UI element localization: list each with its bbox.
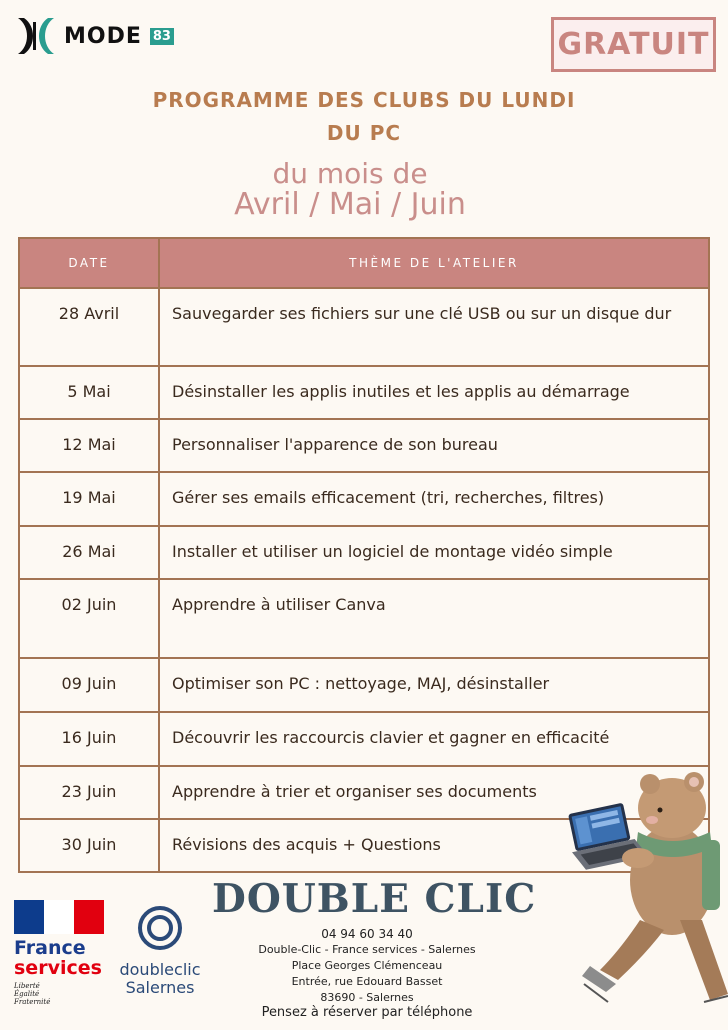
table-row <box>19 366 709 419</box>
row-theme: Gérer ses emails efficacement (tri, recherches, filtres) <box>159 472 709 526</box>
fs-text-line2: services <box>14 957 102 979</box>
fs-motto-line1: Liberté <box>14 982 40 990</box>
table-row <box>19 288 709 366</box>
dc-text-line2: Salernes <box>125 978 195 997</box>
row-date: 19 Mai <box>19 472 159 526</box>
row-theme: Découvrir les raccourcis clavier et gagner en efficacité <box>159 712 709 766</box>
fs-motto-line2: Égalité <box>14 990 40 998</box>
double-clic-brand: DOUBLE CLIC <box>212 876 537 922</box>
subtitle-line2: Avril / Mai / Juin <box>234 187 466 222</box>
col-header-date: DATE <box>19 238 159 288</box>
col-header-theme: THÈME DE L'ATELIER <box>159 238 709 288</box>
fs-motto-line3: Fraternité <box>14 998 51 1006</box>
row-date: 09 Juin <box>19 658 159 712</box>
row-theme: Personnaliser l'apparence de son bureau <box>159 419 709 472</box>
gratuit-text: GRATUIT <box>557 27 710 62</box>
row-date: 02 Juin <box>19 579 159 658</box>
row-theme: Révisions des acquis + Questions <box>159 819 709 872</box>
gratuit-badge <box>551 17 716 72</box>
row-theme: Optimiser son PC : nettoyage, MAJ, désinstaller <box>159 658 709 712</box>
table-row <box>19 579 709 658</box>
mode-logo-icon <box>14 16 58 56</box>
row-theme: Apprendre à utiliser Canva <box>159 579 709 658</box>
marianne-flag-icon <box>14 900 104 934</box>
france-services-logo <box>14 900 110 1006</box>
row-theme: Apprendre à trier et organiser ses documents <box>159 766 709 819</box>
address-line4: 83690 - Salernes <box>320 991 414 1004</box>
row-date: 28 Avril <box>19 288 159 366</box>
reserve-note: Pensez à réserver par téléphone <box>261 1005 473 1020</box>
address-line1: Double-Clic - France services - Salernes <box>258 943 476 956</box>
contact-block <box>233 926 501 1006</box>
logo-wordmark: MODE <box>64 23 142 49</box>
table-header-row <box>19 238 709 288</box>
row-date: 12 Mai <box>19 419 159 472</box>
fs-motto <box>14 982 110 1006</box>
address-line2: Place Georges Clémenceau <box>291 959 443 972</box>
mode83-logo <box>14 16 174 56</box>
table-row <box>19 472 709 526</box>
table-row <box>19 712 709 766</box>
phone-number: 04 94 60 34 40 <box>321 927 413 941</box>
subtitle-line1: du mois de <box>272 157 428 190</box>
row-date: 30 Juin <box>19 819 159 872</box>
row-theme: Désinstaller les applis inutiles et les applis au démarrage <box>159 366 709 419</box>
fs-text-line1: France <box>14 937 86 959</box>
table-row <box>19 658 709 712</box>
doubleclic-circle-icon <box>137 905 183 951</box>
row-date: 26 Mai <box>19 526 159 579</box>
row-theme: Installer et utiliser un logiciel de montage vidéo simple <box>159 526 709 579</box>
table-row <box>19 526 709 579</box>
bear-laptop-illustration <box>560 770 728 1030</box>
page-title-line1: PROGRAMME DES CLUBS DU LUNDI <box>152 88 576 112</box>
row-theme: Sauvegarder ses fichiers sur une clé USB ou sur un disque dur <box>159 288 709 366</box>
dc-text-line1: doubleclic <box>119 960 201 979</box>
page-title-line2: DU PC <box>326 121 402 145</box>
logo-number: 83 <box>150 28 174 45</box>
doubleclic-salernes-logo <box>115 905 205 997</box>
row-date: 5 Mai <box>19 366 159 419</box>
address-line3: Entrée, rue Edouard Basset <box>291 975 443 988</box>
row-date: 16 Juin <box>19 712 159 766</box>
row-date: 23 Juin <box>19 766 159 819</box>
table-row <box>19 419 709 472</box>
